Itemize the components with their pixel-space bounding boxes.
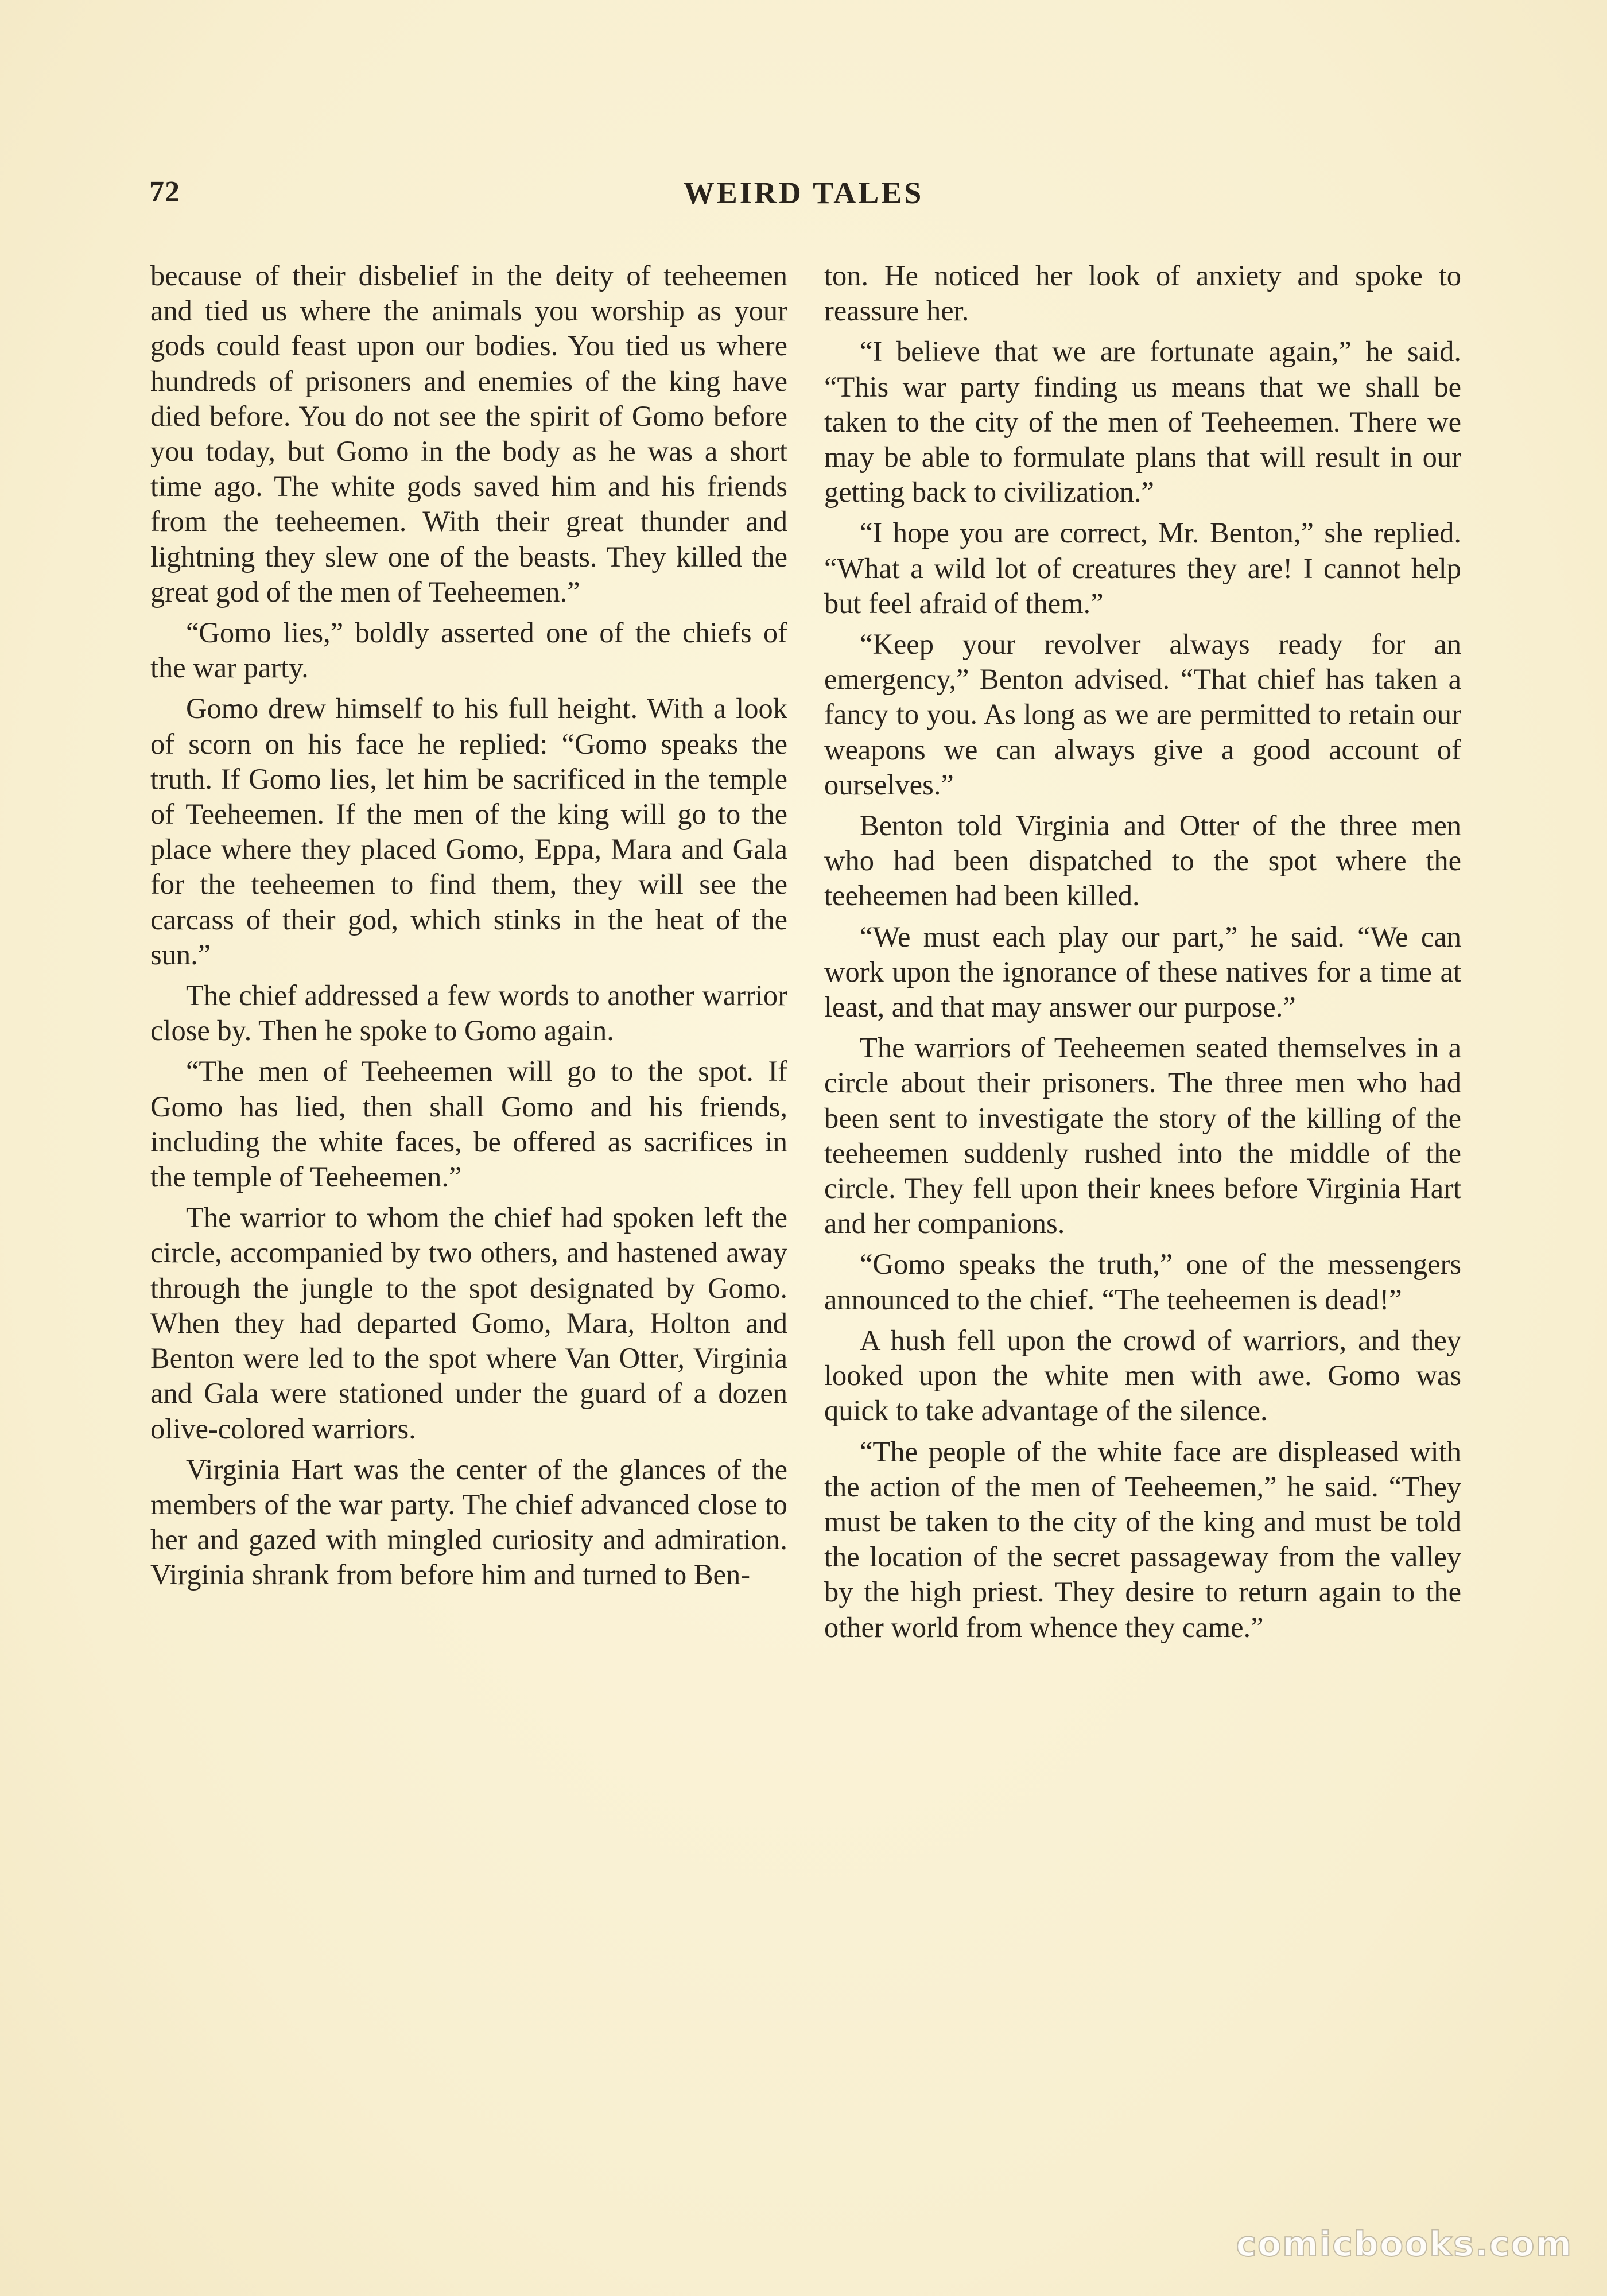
paragraph: “The men of Teeheemen will go to the spot. If Gomo has lied, then shall Gomo and his friends, including the white faces, be offered as sacrifices in the temple of Teeheemen.” <box>150 1055 787 1193</box>
paragraph: ton. He noticed her look of anxiety and spoke to reassure her. <box>824 259 1461 327</box>
paragraph: “We must each play our part,” he said. “We can work upon the ignorance of these natives for a time at least, and that may answer our purpose.” <box>824 920 1461 1023</box>
journal-title: WEIRD TALES <box>683 176 924 210</box>
paragraph: A hush fell upon the crowd of warriors, and they looked upon the white men with awe. Gomo was quick to take advantage of the silence. <box>824 1324 1461 1427</box>
page-number: 72 <box>149 176 180 208</box>
paragraph: The warriors of Teeheemen seated themselves in a circle about their prisoners. The three men who had been sent to investigate the story of the killing of the teeheemen suddenly rushed into the middle of the circle. They fell upon their knees before Virginia Hart and her companions. <box>824 1031 1461 1240</box>
paragraph: Benton told Virginia and Otter of the three men who had been dispatched to the spot where the teeheemen had been killed. <box>824 809 1461 912</box>
paragraph: “I believe that we are fortunate again,” he said. “This war party finding us means that we shall be taken to the city of the men of Teeheemen. There we may be able to formulate plans that will result in our getting back to civilization.” <box>824 335 1461 509</box>
paragraph: “Gomo lies,” boldly asserted one of the chiefs of the war party. <box>150 616 787 684</box>
running-head <box>143 175 1464 221</box>
paragraph: because of their disbelief in the deity of teeheemen and tied us where the animals you worship as your gods could feast upon our bodies. You tied us where hundreds of prisoners and enemies of the king have died before. You do not see the spirit of Gomo before you today, but Gomo in the body as he was a short time ago. The white gods saved him and his friends from the teeheemen. With their great thunder and lightning they slew one of the beasts. They killed the great god of the men of Teeheemen.” <box>150 259 787 608</box>
paragraph: “The people of the white face are displeased with the action of the men of Teeheemen,” he said. “They must be taken to the city of the king and must be told the location of the secret passageway from the valley by the high priest. They desire to return again to the other world from whence they came.” <box>824 1435 1461 1643</box>
paragraph: “I hope you are correct, Mr. Benton,” she replied. “What a wild lot of creatures they are! I cannot help but feel afraid of them.” <box>824 517 1461 619</box>
paragraph: “Keep your revolver always ready for an emergency,” Benton advised. “That chief has taken a fancy to you. As long as we are permitted to retain our weapons we can always give a good account of ourselves.” <box>824 628 1461 801</box>
paragraph: The chief addressed a few words to another warrior close by. Then he spoke to Gomo again. <box>150 979 787 1047</box>
right-column <box>824 258 1461 1651</box>
paragraph: Virginia Hart was the center of the glances of the members of the war party. The chief advanced close to her and gazed with mingled curiosity and admiration. Virginia shrank from before him and turned to Ben- <box>150 1453 787 1591</box>
left-column <box>150 258 787 1599</box>
paragraph: “Gomo speaks the truth,” one of the messengers announced to the chief. “The teeheemen is dead!” <box>824 1248 1461 1316</box>
paragraph: Gomo drew himself to his full height. With a look of scorn on his face he replied: “Gomo speaks the truth. If Gomo lies, let him be sacrificed in the temple of Teeheemen. If the men of the king will go to the place where they placed Gomo, Eppa, Mara and Gala for the teeheemen to find them, they will see the carcass of their god, which stinks in the heat of the sun.” <box>150 692 787 971</box>
paragraph: The warrior to whom the chief had spoken left the circle, accompanied by two others, and hastened away through the jungle to the spot designated by Gomo. When they had departed Gomo, Mara, Holton and Benton were led to the spot where Van Otter, Virginia and Gala were stationed under the guard of a dozen olive-colored warriors. <box>150 1201 787 1445</box>
watermark: comicbooks.com <box>1236 2224 1573 2264</box>
